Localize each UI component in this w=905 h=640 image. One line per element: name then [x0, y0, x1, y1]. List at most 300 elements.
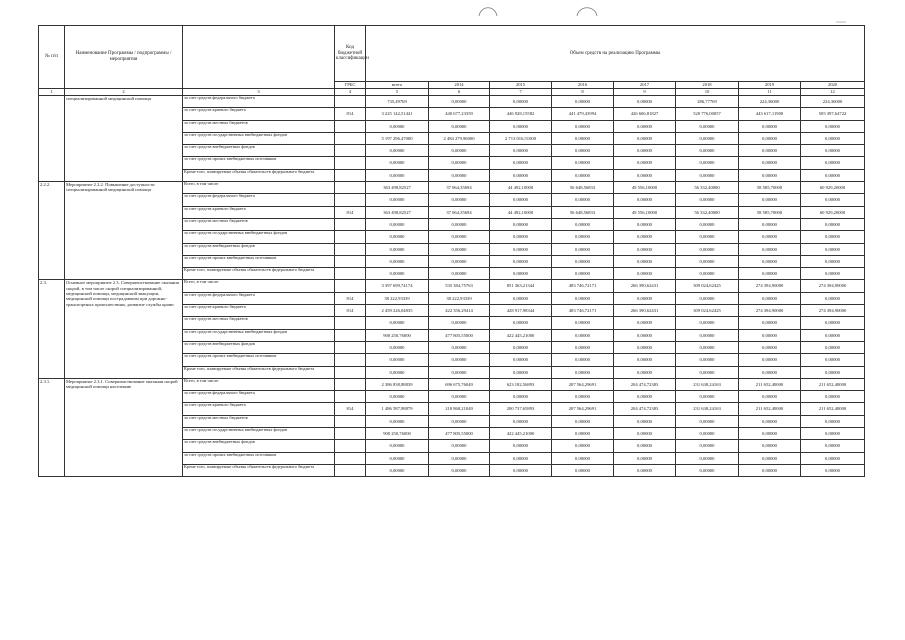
- funding-value: 0,00000: [739, 218, 801, 230]
- grbs-code: [335, 169, 366, 181]
- funding-value: 0,00000: [676, 452, 739, 464]
- grbs-code: [335, 378, 366, 390]
- header-year-2015: 2015: [490, 82, 552, 89]
- funding-value: 0,00000: [739, 132, 801, 144]
- funding-value: 1 486 587,98879: [366, 403, 429, 415]
- funding-value: 0,00000: [801, 231, 865, 243]
- funding-source: Кроме того, планируемые объемы обязательств федерального бюджета: [183, 464, 335, 476]
- funding-value: 207 564,29691: [552, 403, 614, 415]
- header-budget-code: Код бюджетной классификации: [335, 26, 366, 82]
- funding-value: 0,00000: [614, 268, 676, 280]
- funding-value: 0,00000: [676, 194, 739, 206]
- funding-value: 0,00000: [552, 96, 614, 108]
- funding-value: 44 492,10000: [490, 182, 552, 194]
- funding-value: 211 652,40000: [801, 378, 865, 390]
- funding-value: 0,00000: [739, 292, 801, 304]
- funding-value: 0,00000: [552, 317, 614, 329]
- funding-value: 623 182,56893: [490, 378, 552, 390]
- funding-value: 200 737,65893: [490, 403, 552, 415]
- funding-value: 0,00000: [614, 464, 676, 476]
- grbs-code: [335, 452, 366, 464]
- funding-value: 0,00000: [552, 391, 614, 403]
- funding-value: 224,36000: [739, 96, 801, 108]
- funding-value: 0,00000: [490, 120, 552, 132]
- funding-value: 0,00000: [739, 120, 801, 132]
- column-number: 6: [429, 89, 490, 96]
- grbs-code: [335, 218, 366, 230]
- funding-source: Всего, в том числе:: [183, 280, 335, 292]
- item-name: Мероприятие 2.3.1. Совершенствование оказания скорой медицинской помощи населению: [65, 378, 183, 476]
- funding-value: 0,00000: [366, 145, 429, 157]
- funding-value: 0,00000: [552, 169, 614, 181]
- funding-value: 0,00000: [552, 341, 614, 353]
- funding-source: за счет средств государственных внебюджетных фондов: [183, 428, 335, 440]
- funding-value: 0,00000: [552, 366, 614, 378]
- funding-value: 37 064,35694: [429, 182, 490, 194]
- funding-source: за счет средств государственных внебюджетных фондов: [183, 231, 335, 243]
- funding-value: 0,00000: [801, 354, 865, 366]
- funding-value: 0,00000: [614, 440, 676, 452]
- funding-value: 900 250,76000: [366, 329, 429, 341]
- funding-value: 422 445,21000: [490, 329, 552, 341]
- grbs-code: [335, 145, 366, 157]
- funding-value: 0,00000: [739, 428, 801, 440]
- funding-value: 211 652,40000: [739, 403, 801, 415]
- funding-value: 0,00000: [429, 354, 490, 366]
- grbs-code: [335, 391, 366, 403]
- funding-value: 0,00000: [429, 218, 490, 230]
- funding-value: 0,00000: [490, 231, 552, 243]
- funding-value: 2 484 279,96000: [429, 132, 490, 144]
- funding-source: за счет средств федерального бюджета: [183, 292, 335, 304]
- item-number: 2.2.2.: [39, 182, 65, 280]
- grbs-code: [335, 354, 366, 366]
- funding-source: Всего, в том числе:: [183, 378, 335, 390]
- funding-value: 0,00000: [366, 120, 429, 132]
- funding-value: 426 606,81827: [614, 108, 676, 120]
- funding-value: 309 024,62425: [676, 305, 739, 317]
- column-number: 5: [366, 89, 429, 96]
- funding-value: 0,00000: [801, 317, 865, 329]
- funding-value: 0,00000: [614, 120, 676, 132]
- column-number: 12: [801, 89, 865, 96]
- funding-value: 0,00000: [676, 317, 739, 329]
- grbs-code: [335, 194, 366, 206]
- funding-value: 0,00000: [614, 218, 676, 230]
- funding-value: 535 384,75763: [429, 280, 490, 292]
- funding-value: 0,00000: [614, 366, 676, 378]
- funding-value: 0,00000: [801, 464, 865, 476]
- header-year-2019: 2019: [739, 82, 801, 89]
- funding-value: 0,00000: [614, 231, 676, 243]
- funding-value: 0,00000: [552, 428, 614, 440]
- funding-value: 0,00000: [429, 415, 490, 427]
- funding-source: за счет средств государственных внебюджетных фондов: [183, 329, 335, 341]
- funding-value: 58 585,70000: [739, 206, 801, 218]
- grbs-code: [335, 464, 366, 476]
- funding-value: 0,00000: [490, 341, 552, 353]
- funding-value: 0,00000: [552, 292, 614, 304]
- column-number: 4: [335, 89, 366, 96]
- funding-value: 0,00000: [676, 157, 739, 169]
- funding-value: 0,00000: [490, 145, 552, 157]
- funding-source: за счет средств местных бюджетов: [183, 317, 335, 329]
- funding-source: за счет средств внебюджетных фондов: [183, 440, 335, 452]
- funding-value: 274 394,90000: [739, 305, 801, 317]
- funding-value: 443 617,11900: [739, 108, 801, 120]
- funding-value: 49 556,10000: [614, 182, 676, 194]
- funding-value: 0,00000: [801, 243, 865, 255]
- grbs-code: [335, 428, 366, 440]
- funding-value: 520 776,00057: [676, 108, 739, 120]
- funding-value: 0,00000: [490, 317, 552, 329]
- funding-value: 0,00000: [490, 464, 552, 476]
- funding-value: 440 677,23359: [429, 108, 490, 120]
- column-number: 3: [183, 89, 335, 96]
- funding-value: 0,00000: [614, 145, 676, 157]
- funding-value: 363 498,82527: [366, 206, 429, 218]
- funding-value: 0,00000: [429, 96, 490, 108]
- funding-value: 0,00000: [552, 440, 614, 452]
- funding-value: 0,00000: [801, 268, 865, 280]
- grbs-code: [335, 341, 366, 353]
- funding-value: 0,00000: [552, 132, 614, 144]
- funding-value: 0,00000: [676, 428, 739, 440]
- funding-value: 0,00000: [429, 169, 490, 181]
- funding-value: 0,00000: [739, 354, 801, 366]
- funding-source: за счет средств прочих внебюджетных источников: [183, 354, 335, 366]
- funding-value: 274 394,90000: [739, 280, 801, 292]
- funding-value: 446 928,15582: [490, 108, 552, 120]
- funding-value: 0,00000: [429, 440, 490, 452]
- funding-source: за счет средств государственных внебюджетных фондов: [183, 132, 335, 144]
- grbs-code: [335, 182, 366, 194]
- funding-value: 0,00000: [429, 268, 490, 280]
- funding-source: Всего, в том числе:: [183, 182, 335, 194]
- funding-value: 0,00000: [552, 354, 614, 366]
- funding-value: 211 652,40000: [801, 403, 865, 415]
- item-number: 2.3.1.: [39, 378, 65, 476]
- funding-source: за счет средств краевого бюджета: [183, 108, 335, 120]
- column-number: 2: [65, 89, 183, 96]
- funding-value: 0,00000: [801, 218, 865, 230]
- funding-value: 0,00000: [614, 243, 676, 255]
- funding-value: 56 332,40000: [676, 206, 739, 218]
- funding-value: 0,00000: [739, 169, 801, 181]
- funding-value: 477 805,55000: [429, 329, 490, 341]
- table-row: [39, 378, 865, 390]
- header-year-2020: 2020: [801, 82, 865, 89]
- grbs-code: 814: [335, 305, 366, 317]
- funding-value: 0,00000: [676, 218, 739, 230]
- grbs-code: 814: [335, 206, 366, 218]
- column-number: 1: [39, 89, 65, 96]
- funding-value: 0,00000: [490, 194, 552, 206]
- funding-value: 0,00000: [429, 341, 490, 353]
- funding-value: 0,00000: [614, 452, 676, 464]
- funding-value: 0,00000: [429, 120, 490, 132]
- funding-value: 204 474,72383: [614, 403, 676, 415]
- funding-value: 38 222,93339: [366, 292, 429, 304]
- funding-source: за счет средств внебюджетных фондов: [183, 243, 335, 255]
- funding-value: 0,00000: [366, 391, 429, 403]
- funding-value: 0,00000: [801, 428, 865, 440]
- funding-value: 56 648,56833: [552, 206, 614, 218]
- funding-value: 0,00000: [676, 268, 739, 280]
- funding-value: 0,00000: [801, 194, 865, 206]
- funding-value: 231 638,24163: [676, 403, 739, 415]
- funding-source: за счет средств федерального бюджета: [183, 96, 335, 108]
- table-header-row: [39, 26, 865, 82]
- funding-value: 49 556,10000: [614, 206, 676, 218]
- funding-value: 0,00000: [801, 169, 865, 181]
- funding-value: 0,00000: [676, 292, 739, 304]
- funding-source: за счет средств федерального бюджета: [183, 194, 335, 206]
- funding-value: 0,00000: [676, 255, 739, 267]
- funding-value: 0,00000: [739, 341, 801, 353]
- funding-value: 37 064,35694: [429, 206, 490, 218]
- funding-value: 0,00000: [614, 317, 676, 329]
- funding-value: 266 390,62431: [614, 305, 676, 317]
- funding-value: 0,00000: [801, 366, 865, 378]
- funding-value: 0,00000: [366, 157, 429, 169]
- header-funding-volume: Объем средств на реализацию Программы: [366, 26, 865, 82]
- header-empty: [183, 26, 335, 89]
- funding-value: 0,00000: [552, 268, 614, 280]
- table-row: [39, 182, 865, 194]
- funding-value: 0,00000: [739, 231, 801, 243]
- funding-value: 428 917,98344: [490, 305, 552, 317]
- funding-value: 0,00000: [490, 268, 552, 280]
- funding-value: 0,00000: [552, 452, 614, 464]
- funding-value: 218 868,21049: [429, 403, 490, 415]
- funding-source: за счет средств местных бюджетов: [183, 120, 335, 132]
- funding-value: 0,00000: [366, 169, 429, 181]
- funding-value: 0,00000: [801, 341, 865, 353]
- funding-value: 0,00000: [429, 255, 490, 267]
- funding-value: 0,00000: [739, 366, 801, 378]
- funding-value: 363 498,82527: [366, 182, 429, 194]
- funding-value: 0,00000: [366, 268, 429, 280]
- funding-value: 2 459 226,04835: [366, 305, 429, 317]
- funding-value: 0,00000: [676, 366, 739, 378]
- funding-value: 274 394,90000: [801, 280, 865, 292]
- funding-value: 0,00000: [490, 96, 552, 108]
- funding-value: 0,00000: [552, 243, 614, 255]
- header-year-2017: 2017: [614, 82, 676, 89]
- grbs-code: [335, 120, 366, 132]
- funding-value: 231 638,24163: [676, 378, 739, 390]
- funding-value: 0,00000: [801, 329, 865, 341]
- funding-source: за счет средств внебюджетных фондов: [183, 145, 335, 157]
- funding-value: 735,49769: [366, 96, 429, 108]
- funding-value: 0,00000: [739, 415, 801, 427]
- funding-value: 0,00000: [490, 452, 552, 464]
- funding-value: 56 332,40000: [676, 182, 739, 194]
- funding-value: 0,00000: [801, 132, 865, 144]
- funding-source: за счет средств краевого бюджета: [183, 305, 335, 317]
- funding-value: 0,00000: [366, 341, 429, 353]
- funding-value: 0,00000: [366, 452, 429, 464]
- funding-value: 0,00000: [739, 194, 801, 206]
- funding-value: 44 492,10000: [490, 206, 552, 218]
- funding-source: за счет средств прочих внебюджетных источников: [183, 255, 335, 267]
- funding-value: 0,00000: [552, 255, 614, 267]
- funding-source: за счет средств федерального бюджета: [183, 391, 335, 403]
- funding-value: 0,00000: [490, 366, 552, 378]
- funding-value: 0,00000: [739, 329, 801, 341]
- grbs-code: [335, 280, 366, 292]
- funding-value: 0,00000: [429, 391, 490, 403]
- funding-value: 0,00000: [490, 157, 552, 169]
- funding-value: 5 197 296,47000: [366, 132, 429, 144]
- grbs-code: 814: [335, 292, 366, 304]
- header-year-2018: 2018: [676, 82, 739, 89]
- funding-value: 0,00000: [614, 96, 676, 108]
- funding-value: 0,00000: [552, 329, 614, 341]
- funding-value: 0,00000: [739, 391, 801, 403]
- funding-value: 0,00000: [366, 194, 429, 206]
- funding-value: 0,00000: [739, 452, 801, 464]
- header-year-total: всего: [366, 82, 429, 89]
- funding-value: 0,00000: [490, 440, 552, 452]
- funding-value: 0,00000: [366, 440, 429, 452]
- funding-value: 266 390,62431: [614, 280, 676, 292]
- funding-value: 0,00000: [739, 464, 801, 476]
- grbs-code: [335, 415, 366, 427]
- funding-value: 0,00000: [676, 464, 739, 476]
- funding-value: 309 024,62425: [676, 280, 739, 292]
- funding-value: 0,00000: [614, 255, 676, 267]
- funding-value: 0,00000: [366, 464, 429, 476]
- item-name: специализированной медицинской помощи: [65, 96, 183, 182]
- funding-value: 0,00000: [429, 243, 490, 255]
- funding-value: 2 386 838,88839: [366, 378, 429, 390]
- funding-value: 0,00000: [490, 218, 552, 230]
- grbs-code: [335, 366, 366, 378]
- funding-value: 0,00000: [614, 354, 676, 366]
- funding-value: 0,00000: [739, 268, 801, 280]
- funding-value: 441 479,43994: [552, 108, 614, 120]
- funding-value: 0,00000: [614, 157, 676, 169]
- funding-value: 0,00000: [429, 464, 490, 476]
- funding-value: 0,00000: [801, 452, 865, 464]
- funding-value: 286,77769: [676, 96, 739, 108]
- column-number-row: [39, 89, 865, 96]
- funding-value: 0,00000: [614, 428, 676, 440]
- program-funding-table: [38, 25, 865, 477]
- funding-value: 0,00000: [676, 231, 739, 243]
- funding-value: 0,00000: [676, 145, 739, 157]
- funding-value: 0,00000: [552, 464, 614, 476]
- funding-source: Кроме того, планируемые объемы обязательств федерального бюджета: [183, 169, 335, 181]
- header-grbs: ГРБС: [335, 82, 366, 89]
- funding-value: 483 746,72171: [552, 305, 614, 317]
- funding-value: 2 713 016,51000: [490, 132, 552, 144]
- header-program-name: Наименование Программы / подпрограммы / мероприятия: [65, 26, 183, 89]
- funding-value: 211 652,40000: [739, 378, 801, 390]
- funding-value: 851 363,21344: [490, 280, 552, 292]
- funding-value: 0,00000: [366, 243, 429, 255]
- column-number: 7: [490, 89, 552, 96]
- funding-value: 0,00000: [676, 415, 739, 427]
- funding-value: 0,00000: [366, 415, 429, 427]
- funding-value: 0,00000: [366, 354, 429, 366]
- grbs-code: [335, 255, 366, 267]
- funding-value: 0,00000: [366, 317, 429, 329]
- column-number: 10: [676, 89, 739, 96]
- funding-value: 0,00000: [366, 366, 429, 378]
- header-year-2016: 2016: [552, 82, 614, 89]
- funding-value: 0,00000: [801, 255, 865, 267]
- table-row: [39, 280, 865, 292]
- funding-value: 0,00000: [366, 231, 429, 243]
- funding-value: 0,00000: [429, 366, 490, 378]
- grbs-code: [335, 243, 366, 255]
- funding-value: 0,00000: [429, 231, 490, 243]
- item-number: 2.3.: [39, 280, 65, 378]
- funding-source: за счет средств местных бюджетов: [183, 415, 335, 427]
- funding-value: 900 250,76000: [366, 428, 429, 440]
- funding-value: 0,00000: [801, 292, 865, 304]
- grbs-code: [335, 231, 366, 243]
- grbs-code: [335, 317, 366, 329]
- funding-value: 0,00000: [429, 157, 490, 169]
- funding-value: 0,00000: [490, 169, 552, 181]
- funding-value: 0,00000: [366, 218, 429, 230]
- funding-value: 422 356,29414: [429, 305, 490, 317]
- funding-value: 0,00000: [614, 132, 676, 144]
- funding-value: 477 805,55000: [429, 428, 490, 440]
- grbs-code: [335, 329, 366, 341]
- funding-value: 0,00000: [739, 145, 801, 157]
- scan-arc-left: [478, 3, 498, 17]
- funding-value: 0,00000: [801, 157, 865, 169]
- funding-value: 38 222,93339: [429, 292, 490, 304]
- column-number: 11: [739, 89, 801, 96]
- funding-value: 0,00000: [552, 231, 614, 243]
- funding-value: 0,00000: [739, 255, 801, 267]
- funding-value: 274 394,90000: [801, 305, 865, 317]
- header-year-2014: 2014: [429, 82, 490, 89]
- funding-value: 0,00000: [739, 317, 801, 329]
- column-number: 8: [552, 89, 614, 96]
- funding-source: Кроме того, планируемые объемы обязательств федерального бюджета: [183, 366, 335, 378]
- funding-value: 0,00000: [676, 169, 739, 181]
- funding-value: 60 929,20000: [801, 206, 865, 218]
- funding-value: 0,00000: [739, 243, 801, 255]
- funding-value: 0,00000: [614, 341, 676, 353]
- funding-value: 0,00000: [552, 218, 614, 230]
- funding-value: 0,00000: [614, 169, 676, 181]
- funding-value: 0,00000: [801, 440, 865, 452]
- item-number: [39, 96, 65, 182]
- funding-value: 0,00000: [552, 145, 614, 157]
- funding-value: 0,00000: [490, 243, 552, 255]
- funding-value: 0,00000: [490, 415, 552, 427]
- funding-value: 0,00000: [801, 120, 865, 132]
- funding-value: 0,00000: [614, 391, 676, 403]
- grbs-code: 814: [335, 108, 366, 120]
- funding-value: 696 675,76049: [429, 378, 490, 390]
- grbs-code: [335, 96, 366, 108]
- funding-source: за счет средств краевого бюджета: [183, 206, 335, 218]
- funding-source: за счет средств краевого бюджета: [183, 403, 335, 415]
- grbs-code: 814: [335, 403, 366, 415]
- funding-value: 0,00000: [429, 317, 490, 329]
- funding-value: 0,00000: [552, 415, 614, 427]
- item-name: Основное мероприятие 2.3. Совершенствование оказания скорой, в том числе скорой специализированной, медицинской помощи, медицинской эвакуации, медицинской помощи пострадавшим при дорожно-транспортных происшествиях, развитие службы крови: [65, 280, 183, 378]
